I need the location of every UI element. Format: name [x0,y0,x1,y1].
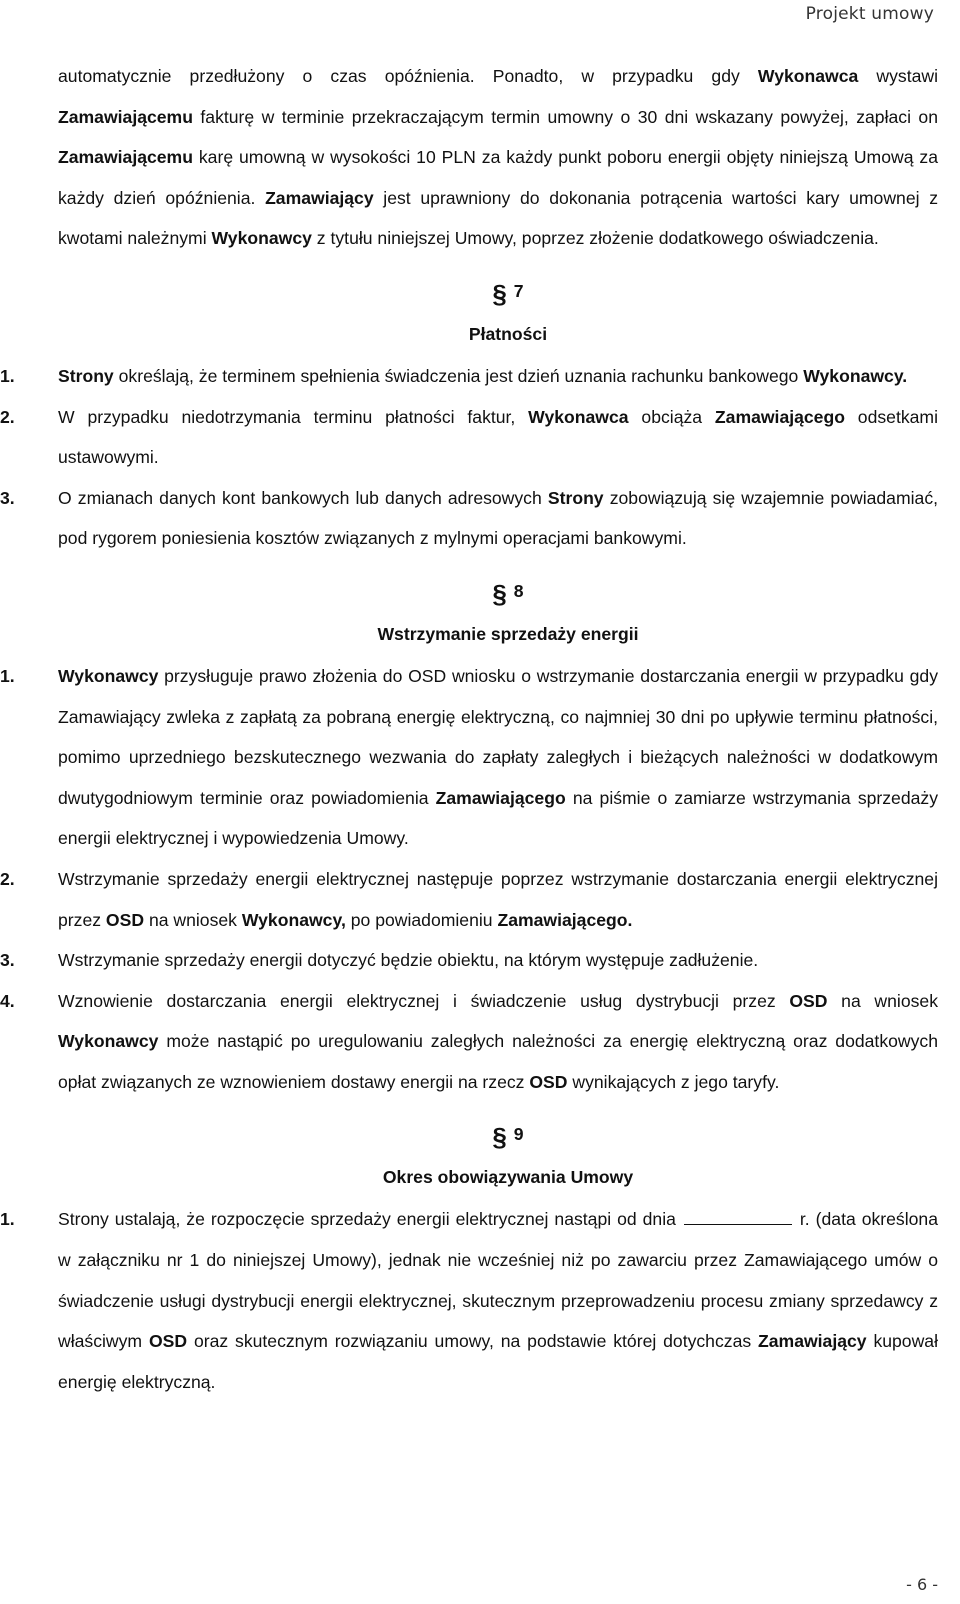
bold-run: Strony [58,365,114,386]
s9-item-1 [0,1199,938,1402]
text-run: po powiadomieniu [345,909,498,930]
text-run: na wniosek [827,990,938,1011]
text-run: przysługuje prawo złożenia do OSD wniosku o wstrzymanie dostarczania energii w przypadku gdy Zamawiający zwleka z zapłatą za pobraną energię elektryczną, co najmniej 30 dni po upływie terminu płatności, pomimo uprzedniego bezskutecznego wezwania do zapłaty zaległych i bieżących należności w dodatkowym dwutygodniowym terminie oraz powiadomienia [58,665,938,808]
section-8-number [78,567,938,612]
section-number: 7 [513,280,524,301]
text-run: obciąża [628,406,715,427]
bold-run: Zamawiającego. [497,909,633,930]
date-blank-line [684,1208,792,1225]
item-number: 2. [0,406,15,427]
text-run: jest uprawniony do dokonania potrącenia wartości kary umownej z kwotami należnymi [58,187,938,249]
text-run: z tytułu niniejszej Umowy, poprzez złożenie dodatkowego oświadczenia. [311,228,879,249]
item-number: 2. [0,868,15,889]
item-text [58,656,938,859]
s8-item-1 [0,656,938,859]
text-run: Wznowienie dostarczania energii elektrycznej i świadczenie usług dystrybucji przez [58,990,790,1011]
item-number: 3. [0,950,15,971]
section-9-number [78,1110,938,1155]
section-number: 9 [513,1124,524,1145]
bold-run: Strony [547,487,604,508]
item-number: 1. [0,365,15,386]
bold-run: Wykonawcy [211,228,312,249]
text-run: karę umowną w wysokości 10 PLN za każdy punkt poboru energii objęty niniejszą Umową za każdy dzień opóźnienia. [58,147,938,208]
text-run: Wstrzymanie sprzedaży energii elektrycznej następuje poprzez wstrzymanie dostarczania energii elektrycznej przez [58,868,938,930]
bold-run: Zamawiającego [435,787,566,808]
item-text [58,940,938,981]
bold-run: Zamawiającemu [58,106,193,127]
s7-item-1 [0,356,938,397]
s8-item-4 [0,981,938,1103]
text-run: wynikających z jego taryfy. [567,1071,780,1092]
text-run: fakturę w terminie przekraczającym termin umowny o 30 dni wskazany powyżej, zapłaci on [192,106,938,127]
item-number: 4. [0,990,15,1011]
text-run: odsetkami ustawowymi. [58,406,938,468]
bold-run: Wykonawcy [58,665,159,686]
bold-run: Zamawiający [265,187,374,208]
s8-item-3 [0,940,938,981]
section-sign: § [492,1122,507,1153]
s8-item-2 [0,859,938,940]
item-number: 1. [0,1209,15,1230]
bold-run: OSD [148,1331,188,1352]
text-run: Wstrzymanie sprzedaży energii dotyczyć będzie obiektu, na którym występuje zadłużenie. [58,950,759,971]
item-text [58,859,938,940]
text-run: O zmianach danych kont bankowych lub danych adresowych [58,487,548,508]
text-run: wystawi [858,66,939,86]
page-header: Projekt umowy [805,4,934,24]
text-run: kupował energię elektryczną. [58,1331,938,1392]
item-text [58,1199,938,1402]
text-run: Strony ustalają, że rozpoczęcie sprzedaży energii elektrycznej nastąpi od dnia [58,1209,676,1230]
item-text [58,356,938,397]
text-run: oraz skutecznym rozwiązaniu umowy, na podstawie której dotychczas [187,1331,759,1352]
section-sign: § [492,578,507,609]
bold-run: Wykonawca [757,66,859,86]
bold-run: OSD [789,990,828,1011]
text-run: na piśmie o zamiarze wstrzymania sprzedaży energii elektrycznej i wypowiedzenia Umowy. [58,787,938,849]
bold-run: Zamawiającemu [58,147,193,168]
intro-paragraph [58,56,938,259]
section-8-title: Wstrzymanie sprzedaży energii [377,623,639,644]
item-number: 1. [0,665,15,686]
s7-item-3 [0,478,939,559]
bold-run: Wykonawcy. [803,365,908,386]
page-number: - 6 - [906,1575,938,1594]
item-text [58,478,938,559]
text-run: może nastąpić po uregulowaniu zaległych należności za energię elektryczną oraz dodatkowych opłat związanych ze wznowieniem dostawy energii na rzecz [58,1031,938,1092]
text-run: zobowiązują się wzajemnie powiadamiać, pod rygorem poniesienia kosztów związanych z mylnymi operacjami bankowymi. [58,487,939,549]
text-run: W przypadku niedotrzymania terminu płatności faktur, [58,406,529,427]
item-number: 3. [0,487,15,508]
item-text [58,397,938,478]
text-run: określają, że terminem spełnienia świadczenia jest dzień uznania rachunku bankowego [113,365,804,386]
section-7-number [78,267,938,312]
text-run: na wniosek [144,909,242,930]
text-run: r. (data określona w załączniku nr 1 do niniejszej Umowy), jednak nie wcześniej niż po zawarciu przez Zamawiającego umów o świadczenie usługi dystrybucji energii elektrycznej, skutecznym przeprowadzeniu procesu zmiany sprzedawcy z właściwym [58,1209,938,1352]
bold-run: OSD [105,909,145,930]
s7-item-2 [0,397,938,478]
bold-run: Zamawiający [758,1331,867,1352]
text-run: automatycznie przedłużony o czas opóźnienia. Ponadto, w przypadku gdy [58,66,758,86]
bold-run: OSD [529,1071,568,1092]
bold-run: Wykonawca [528,406,629,427]
document-body [0,56,939,1402]
section-7-title: Płatności [468,323,548,344]
section-sign: § [492,278,507,309]
section-9-title: Okres obowiązywania Umowy [382,1167,634,1188]
bold-run: Wykonawcy, [241,909,346,930]
section-number: 8 [513,580,524,601]
bold-run: Wykonawcy [58,1031,159,1052]
bold-run: Zamawiającego [714,406,845,427]
item-text [58,981,938,1103]
